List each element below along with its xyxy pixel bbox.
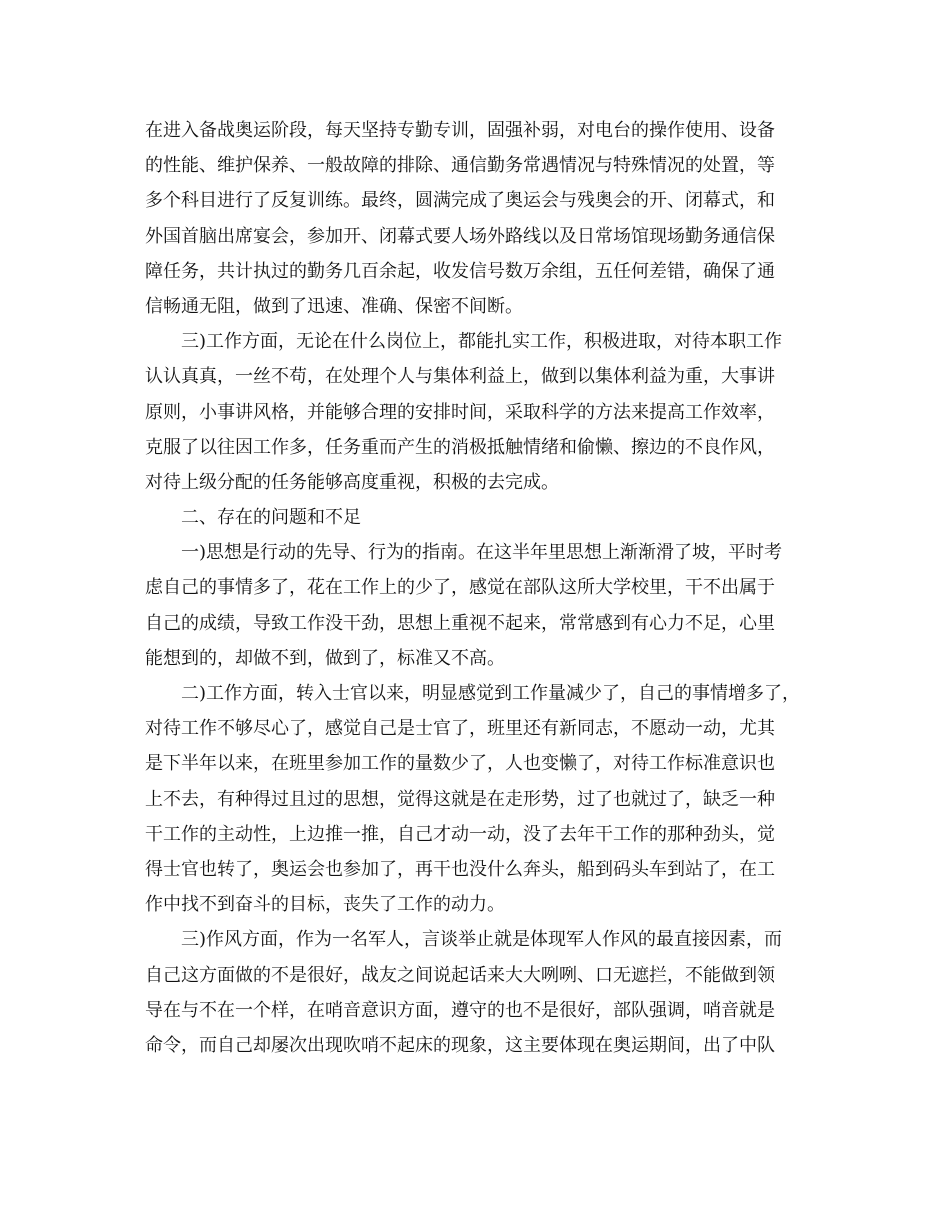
text-line: 二)工作方面，转入士官以来，明显感觉到工作量减少了，自己的事情增多了， bbox=[181, 683, 801, 704]
text-line: 原则，小事讲风格，并能够合理的安排时间，采取科学的方法来提高工作效率， bbox=[145, 401, 775, 423]
text-line: 三)工作方面，无论在什么岗位上，都能扎实工作，积极进取，对待本职工作 bbox=[181, 331, 783, 353]
text-line: 认认真真，一丝不苟，在处理个人与集体利益上，做到以集体利益为重，大事讲 bbox=[145, 366, 775, 388]
text-line: 干工作的主动性，上边推一推，自己才动一动，没了去年干工作的那种劲头，觉 bbox=[145, 823, 775, 845]
text-line: 三)作风方面，作为一名军人，言谈举止就是体现军人作风的最直接因素，而 bbox=[181, 929, 783, 951]
text-line: 命令，而自己却屡次出现吹哨不起床的现象，这主要体现在奥运期间，出了中队 bbox=[145, 1034, 775, 1056]
text-line: 自己的成绩，导致工作没干劲，思想上重视不起来，常常感到有心力不足，心里 bbox=[145, 612, 775, 634]
text-line: 是下半年以来，在班里参加工作的量数少了，人也变懒了，对待工作标准意识也 bbox=[145, 753, 775, 775]
document-body bbox=[145, 113, 825, 1063]
text-line: 一)思想是行动的先导、行为的指南。在这半年里思想上渐渐滑了坡，平时考 bbox=[181, 542, 783, 564]
text-line: 多个科目进行了反复训练。最终，圆满完成了奥运会与残奥会的开、闭幕式，和 bbox=[145, 190, 775, 212]
text-line: 导在与不在一个样，在哨音意识方面，遵守的也不是很好，部队强调，哨音就是 bbox=[145, 999, 775, 1021]
text-line: 对待上级分配的任务能够高度重视，积极的去完成。 bbox=[145, 471, 559, 493]
text-line: 二、存在的问题和不足 bbox=[181, 507, 361, 529]
text-line: 上不去，有种得过且过的思想，觉得这就是在走形势，过了也就过了，缺乏一种 bbox=[145, 788, 775, 810]
text-line: 的性能、维护保养、一般故障的排除、通信勤务常遇情况与特殊情况的处置，等 bbox=[145, 155, 775, 177]
text-line: 作中找不到奋斗的目标，丧失了工作的动力。 bbox=[145, 894, 505, 916]
text-line: 障任务，共计执过的勤务几百余起，收发信号数万余组，五任何差错，确保了通 bbox=[145, 260, 775, 282]
text-line: 在进入备战奥运阶段，每天坚持专勤专训，固强补弱，对电台的操作使用、设备 bbox=[145, 120, 775, 141]
text-line: 外国首脑出席宴会，参加开、闭幕式要人场外路线以及日常场馆现场勤务通信保 bbox=[145, 225, 775, 247]
text-line: 克服了以往因工作多，任务重而产生的消极抵触情绪和偷懒、擦边的不良作风， bbox=[145, 436, 775, 458]
text-line: 虑自己的事情多了，花在工作上的少了，感觉在部队这所大学校里，干不出属于 bbox=[145, 577, 775, 599]
text-line: 对待工作不够尽心了，感觉自己是士官了，班里还有新同志，不愿动一动，尤其 bbox=[145, 718, 775, 740]
text-line: 能想到的，却做不到，做到了，标准又不高。 bbox=[145, 647, 505, 669]
text-line: 信畅通无阻，做到了迅速、准确、保密不间断。 bbox=[145, 295, 523, 317]
text-line: 自己这方面做的不是很好，战友之间说起话来大大咧咧、口无遮拦，不能做到领 bbox=[145, 964, 775, 986]
text-line: 得士官也转了，奥运会也参加了，再干也没什么奔头，船到码头车到站了，在工 bbox=[145, 858, 775, 880]
